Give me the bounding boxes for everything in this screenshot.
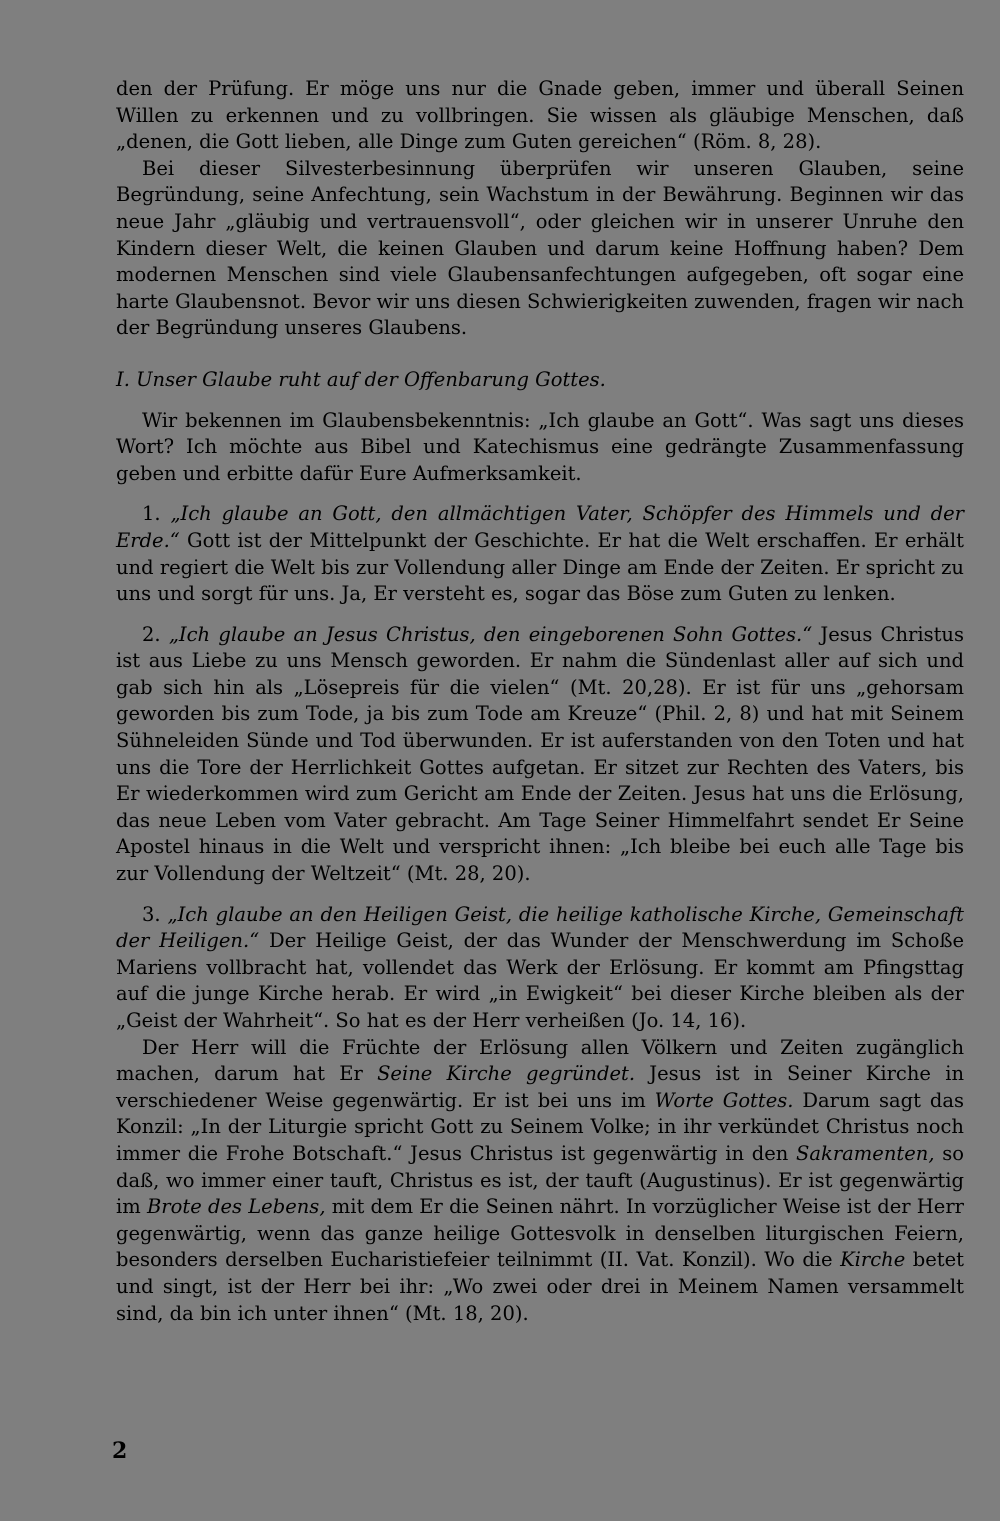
page-number: 2 <box>112 1438 128 1464</box>
article-quote: „Ich glaube an Jesus Christus, den eingeborenen Sohn Gottes.“ <box>168 622 813 646</box>
text-run: Darum sagt das Konzil: „In der Liturgie spricht Gott zu Seinem Volke; in ihr verkündet Christus noch immer die Frohe Botschaft.“ Jesus Christus ist gegenwärtig in den <box>116 1088 965 1165</box>
article-text: Gott ist der Mittelpunkt der Geschichte. Er hat die Welt erschaffen. Er erhält und regiert die Welt bis zur Vollendung aller Dinge am Ende der Zeiten. Er spricht zu uns und sorgt für uns. Ja, Er versteht es, sogar das Böse zum Guten zu lenken. <box>116 528 964 606</box>
emphasis: Seine Kirche gegründet. <box>377 1062 636 1086</box>
text-run: Der Herr will die Früchte der Erlösung allen Völkern und Zeiten zugänglich machen, darum hat Er <box>116 1035 964 1086</box>
emphasis: Brote des Lebens, <box>146 1195 326 1219</box>
text-run: betet und singt, ist der Herr bei ihr: „Wo zwei oder drei in Meinem Namen versammelt sind, da bin ich unter ihnen“ (Mt. 18, 20). <box>116 1248 964 1325</box>
article-text: Jesus Christus ist aus Liebe zu uns Mensch geworden. Er nahm die Sündenlast aller auf sich und gab sich hin als „Lösepreis für die vielen“ (Mt. 20,28). Er ist für uns „gehorsam geworden bis zum Tode, ja bis zum Tode am Kreuze“ (Phil. 2, 8) und hat mit Seinem Sühneleiden Sünde und Tod überwunden. Er ist auferstanden von den Toten und hat uns die Tore der Herrlichkeit Gottes aufgetan. Er sitzet zur Rechten des Vaters, bis Er wiederkommen wird zum Gericht am Ende der Zeiten. Jesus hat uns die Erlösung, das neue Leben vom Vater gebracht. Am Tage Seiner Himmelfahrt sendet Er Seine Apostel hinaus in die Welt und verspricht ihnen: „Ich bleibe bei euch alle Tage bis zur Vollendung der Weltzeit“ (Mt. 28, 20). <box>116 622 964 886</box>
text-run: so daß, wo immer einer tauft, Christus es ist, der tauft (Augustinus). Er ist gegenwärtig im <box>116 1141 964 1219</box>
page-body <box>116 76 964 1327</box>
article-text: Der Heilige Geist, der das Wunder der Menschwerdung im Schoße Mariens vollbracht hat, vollendet das Werk der Erlösung. Er kommt am Pfingsttag auf die junge Kirche herab. Er wird „in Ewigkeit“ bei dieser Kirche bleiben als der „Geist der Wahrheit“. So hat es der Herr verheißen (Jo. 14, 16). <box>116 929 965 1032</box>
article-quote: „Ich glaube an den Heiligen Geist, die heilige katholische Kirche, Gemeinschaft der Heiligen.“ <box>116 902 964 953</box>
emphasis: Kirche <box>840 1248 906 1272</box>
paragraph-intro: den der Prüfung. Er möge uns nur die Gnade geben, immer und überall Seinen Willen zu erkennen und zu vollbringen. Sie wissen als gläubige Menschen, daß „denen, die Gott lieben, alle Dinge zum Guten gereichen“ (Röm. 8, 28). <box>116 77 964 154</box>
paragraph-church-presence <box>116 1035 964 1328</box>
text-run: mit dem Er die Seinen nährt. In vorzüglicher Weise ist der Herr gegenwärtig, wenn das ganze heilige Gottesvolk in denselben liturgischen Feiern, besonders derselben Eucharistiefeier teilnimmt (II. Vat. Konzil). Wo die <box>116 1195 964 1272</box>
section-heading: I. Unser Glaube ruht auf der Offenbarung Gottes. <box>116 367 606 391</box>
article-number: 1. <box>142 502 171 526</box>
paragraph-silvester: Bei dieser Silvesterbesinnung überprüfen wir unseren Glauben, seine Begründung, seine Anfechtung, sein Wachstum in der Bewährung. Beginnen wir das neue Jahr „gläubig und vertrauensvoll“, oder gleichen wir in unserer Unruhe den Kindern dieser Welt, die keinen Glauben und darum keine Hoffnung haben? Dem modernen Menschen sind viele Glaubensanfechtungen aufgegeben, oft sogar eine harte Glaubensnot. Bevor wir uns diesen Schwierigkeiten zuwenden, fragen wir nach der Begründung unseres Glaubens. <box>116 156 964 340</box>
emphasis: Worte Gottes. <box>654 1088 794 1112</box>
credo-article-3 <box>116 902 964 1035</box>
credo-article-2 <box>116 622 964 888</box>
paragraph-credo-intro: Wir bekennen im Glaubensbekenntnis: „Ich glaube an Gott“. Was sagt uns dieses Wort? Ich möchte aus Bibel und Katechismus eine gedrängte Zusammenfassung geben und erbitte dafür Eure Aufmerksamkeit. <box>116 408 964 485</box>
article-number: 2. <box>142 622 169 646</box>
article-quote: „Ich glaube an Gott, den allmächtigen Vater, Schöpfer des Himmels und der Erde.“ <box>116 502 964 552</box>
text-run: Jesus ist in Seiner Kirche in verschiedener Weise gegenwärtig. Er ist bei uns im <box>116 1062 965 1112</box>
emphasis: Sakramenten, <box>796 1141 935 1165</box>
article-number: 3. <box>142 902 168 926</box>
credo-article-1 <box>116 501 964 607</box>
